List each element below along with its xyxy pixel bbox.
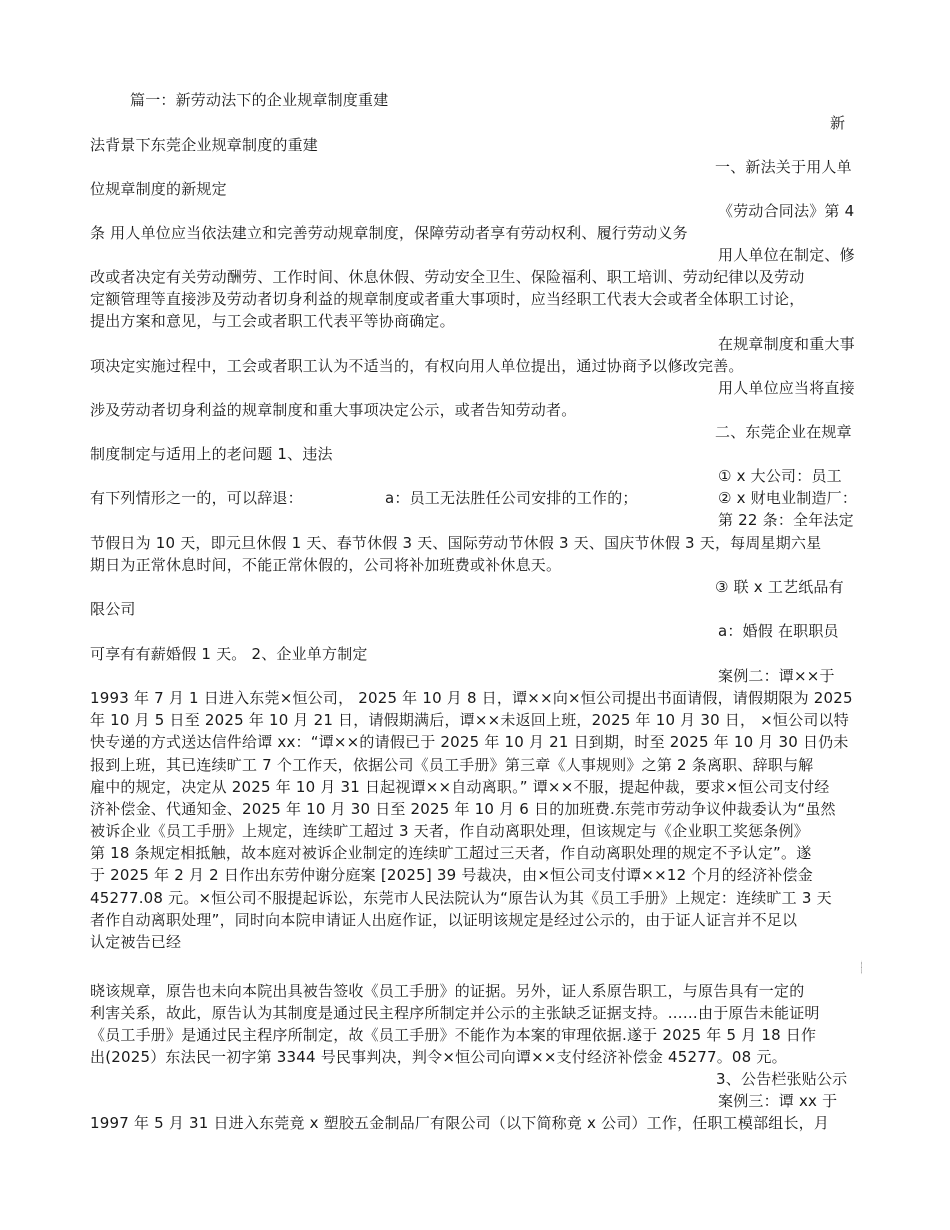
text-line: 者作自动离职处理”，同时向本院申请证人出庭作证，以证明该规定是经过公示的，由于证人证言并不足以 <box>90 911 798 929</box>
text-line: 期日为正常休息时间，不能正常休假的，公司将补加班费或补休息天。 <box>90 556 562 574</box>
text-line: ① x 大公司：员工 <box>718 467 842 485</box>
text-line: 45277.08 元。×恒公司不服提起诉讼，东莞市人民法院认为“原告认为其《员工手册》上规定：连续旷工 3 天 <box>90 889 832 907</box>
text-line: 第 22 条：全年法定 <box>718 511 854 529</box>
text-line: 晓该规章，原告也未向本院出具被告签收《员工手册》的证据。另外，证人系原告职工，与原告具有一定的 <box>90 982 805 1000</box>
text-line: 用人单位应当将直接 <box>718 379 855 397</box>
text-line: 法背景下东莞企业规章制度的重建 <box>90 136 319 154</box>
text-line: a：员工无法胜任公司安排的工作的； <box>385 489 638 507</box>
text-line: 1997 年 5 月 31 日进入东莞竟 x 塑胶五金制品厂有限公司（以下简称竟 x 公司）工作，任职工模部组长，月 <box>90 1114 830 1132</box>
text-line: 节假日为 10 天，即元旦休假 1 天、春节休假 3 天、国际劳动节休假 3 天、国庆节休假 3 天，每周星期六星 <box>90 534 822 552</box>
text-line: 利害关系，故此，原告认为其制度是通过民主程序所制定并公示的主张缺乏证据支持。……由于原告未能证明 <box>90 1004 820 1022</box>
text-line: 出(2025）东法民一初字第 3344 号民事判决，判令×恒公司向谭××支付经济补偿金 45277。08 元。 <box>90 1048 787 1066</box>
text-line: ③ 联 x 工艺纸品有 <box>715 578 844 596</box>
text-line: ② x 财电业制造厂： <box>718 489 858 507</box>
text-line: 年 10 月 5 日至 2025 年 10 月 21 日，请假期满后，谭××未返回上班，2025 年 10 月 30 日， ×恒公司以特 <box>90 711 849 729</box>
text-line: 被诉企业《员工手册》上规定，连续旷工超过 3 天者，作自动离职处理，但该规定与《企业职工奖惩条例》 <box>90 822 809 840</box>
text-line: 快专递的方式送达信件给谭 xx：“谭××的请假已于 2025 年 10 月 21 日到期，时至 2025 年 10 月 30 日仍未 <box>90 733 849 751</box>
text-line: a：婚假 在职职员 <box>718 622 839 640</box>
section-heading: 3、公告栏张贴公示 <box>716 1070 848 1088</box>
text-line: 报到上班，其已连续旷工 7 个工作天，依据公司《员工手册》第三章《人事规则》之第 2 条离职、辞职与解 <box>90 756 814 774</box>
text-line: 项决定实施过程中，工会或者职工认为不适当的，有权向用人单位提出，通过协商予以修改完善。 <box>90 357 744 375</box>
case-heading: 案例三：谭 xx 于 <box>718 1092 838 1110</box>
text-line: 《员工手册》是通过民主程序所制定，故《员工手册》不能作为本案的审理依据.遂于 2025 年 5 月 18 日作 <box>90 1026 817 1044</box>
text-line: 第 18 条规定相抵触，故本庭对被诉企业制定的连续旷工超过三天者，作自动离职处理的规定不予认定”。遂 <box>90 844 812 862</box>
text-line: 于 2025 年 2 月 2 日作出东劳仲谢分庭案 [2025] 39 号裁决，由×恒公司支付谭××12 个月的经济补偿金 <box>90 866 813 884</box>
document-title: 篇一：新劳动法下的企业规章制度重建 <box>130 91 389 109</box>
text-line: 《劳动合同法》第 4 <box>718 202 855 220</box>
section-heading: 一、新法关于用人单 <box>715 158 852 176</box>
text-line: 有下列情形之一的，可以辞退： <box>90 489 303 507</box>
section-heading: 二、东莞企业在规章 <box>715 423 852 441</box>
text-line: 改或者决定有关劳动酬劳、工作时间、休息休假、劳动安全卫生、保险福利、职工培训、劳动纪律以及劳动 <box>90 268 805 286</box>
text-line: 提出方案和意见，与工会或者职工代表平等协商确定。 <box>90 312 455 330</box>
text-line: 新 <box>830 114 846 132</box>
text-line: 可享有有薪婚假 1 天。 2、企业单方制定 <box>90 645 368 663</box>
text-line: 用人单位在制定、修 <box>718 246 855 264</box>
text-line: 定额管理等直接涉及劳动者切身利益的规章制度或者重大事项时，应当经职工代表大会或者全体职工讨论， <box>90 290 805 308</box>
text-line: 位规章制度的新规定 <box>90 180 227 198</box>
text-line: 在规章制度和重大事 <box>718 335 855 353</box>
text-line: 涉及劳动者切身利益的规章制度和重大事项决定公示，或者告知劳动者。 <box>90 401 577 419</box>
text-line: 济补偿金、代通知金、2025 年 10 月 30 日至 2025 年 10 月 6 日的加班费.东莞市劳动争议仲裁委认为“虽然 <box>90 800 836 818</box>
case-heading: 案例二：谭××于 <box>718 667 835 685</box>
text-line: 1993 年 7 月 1 日进入东莞×恒公司， 2025 年 10 月 8 日，谭××向×恒公司提出书面请假，请假期限为 2025 <box>90 689 853 707</box>
text-line: 条 用人单位应当依法建立和完善劳动规章制度，保障劳动者享有劳动权利、履行劳动义务 <box>90 224 688 242</box>
text-line: 知 <box>861 959 863 977</box>
text-line: 制度制定与适用上的老问题 1、违法 <box>90 445 333 463</box>
text-line: 认定被告已经 <box>90 933 182 951</box>
text-line: 雇中的规定，决定从 2025 年 10 月 31 日起视谭××自动离职。” 谭××不服，提起仲裁，要求×恒公司支付经 <box>90 778 830 796</box>
text-line: 限公司 <box>90 600 136 618</box>
